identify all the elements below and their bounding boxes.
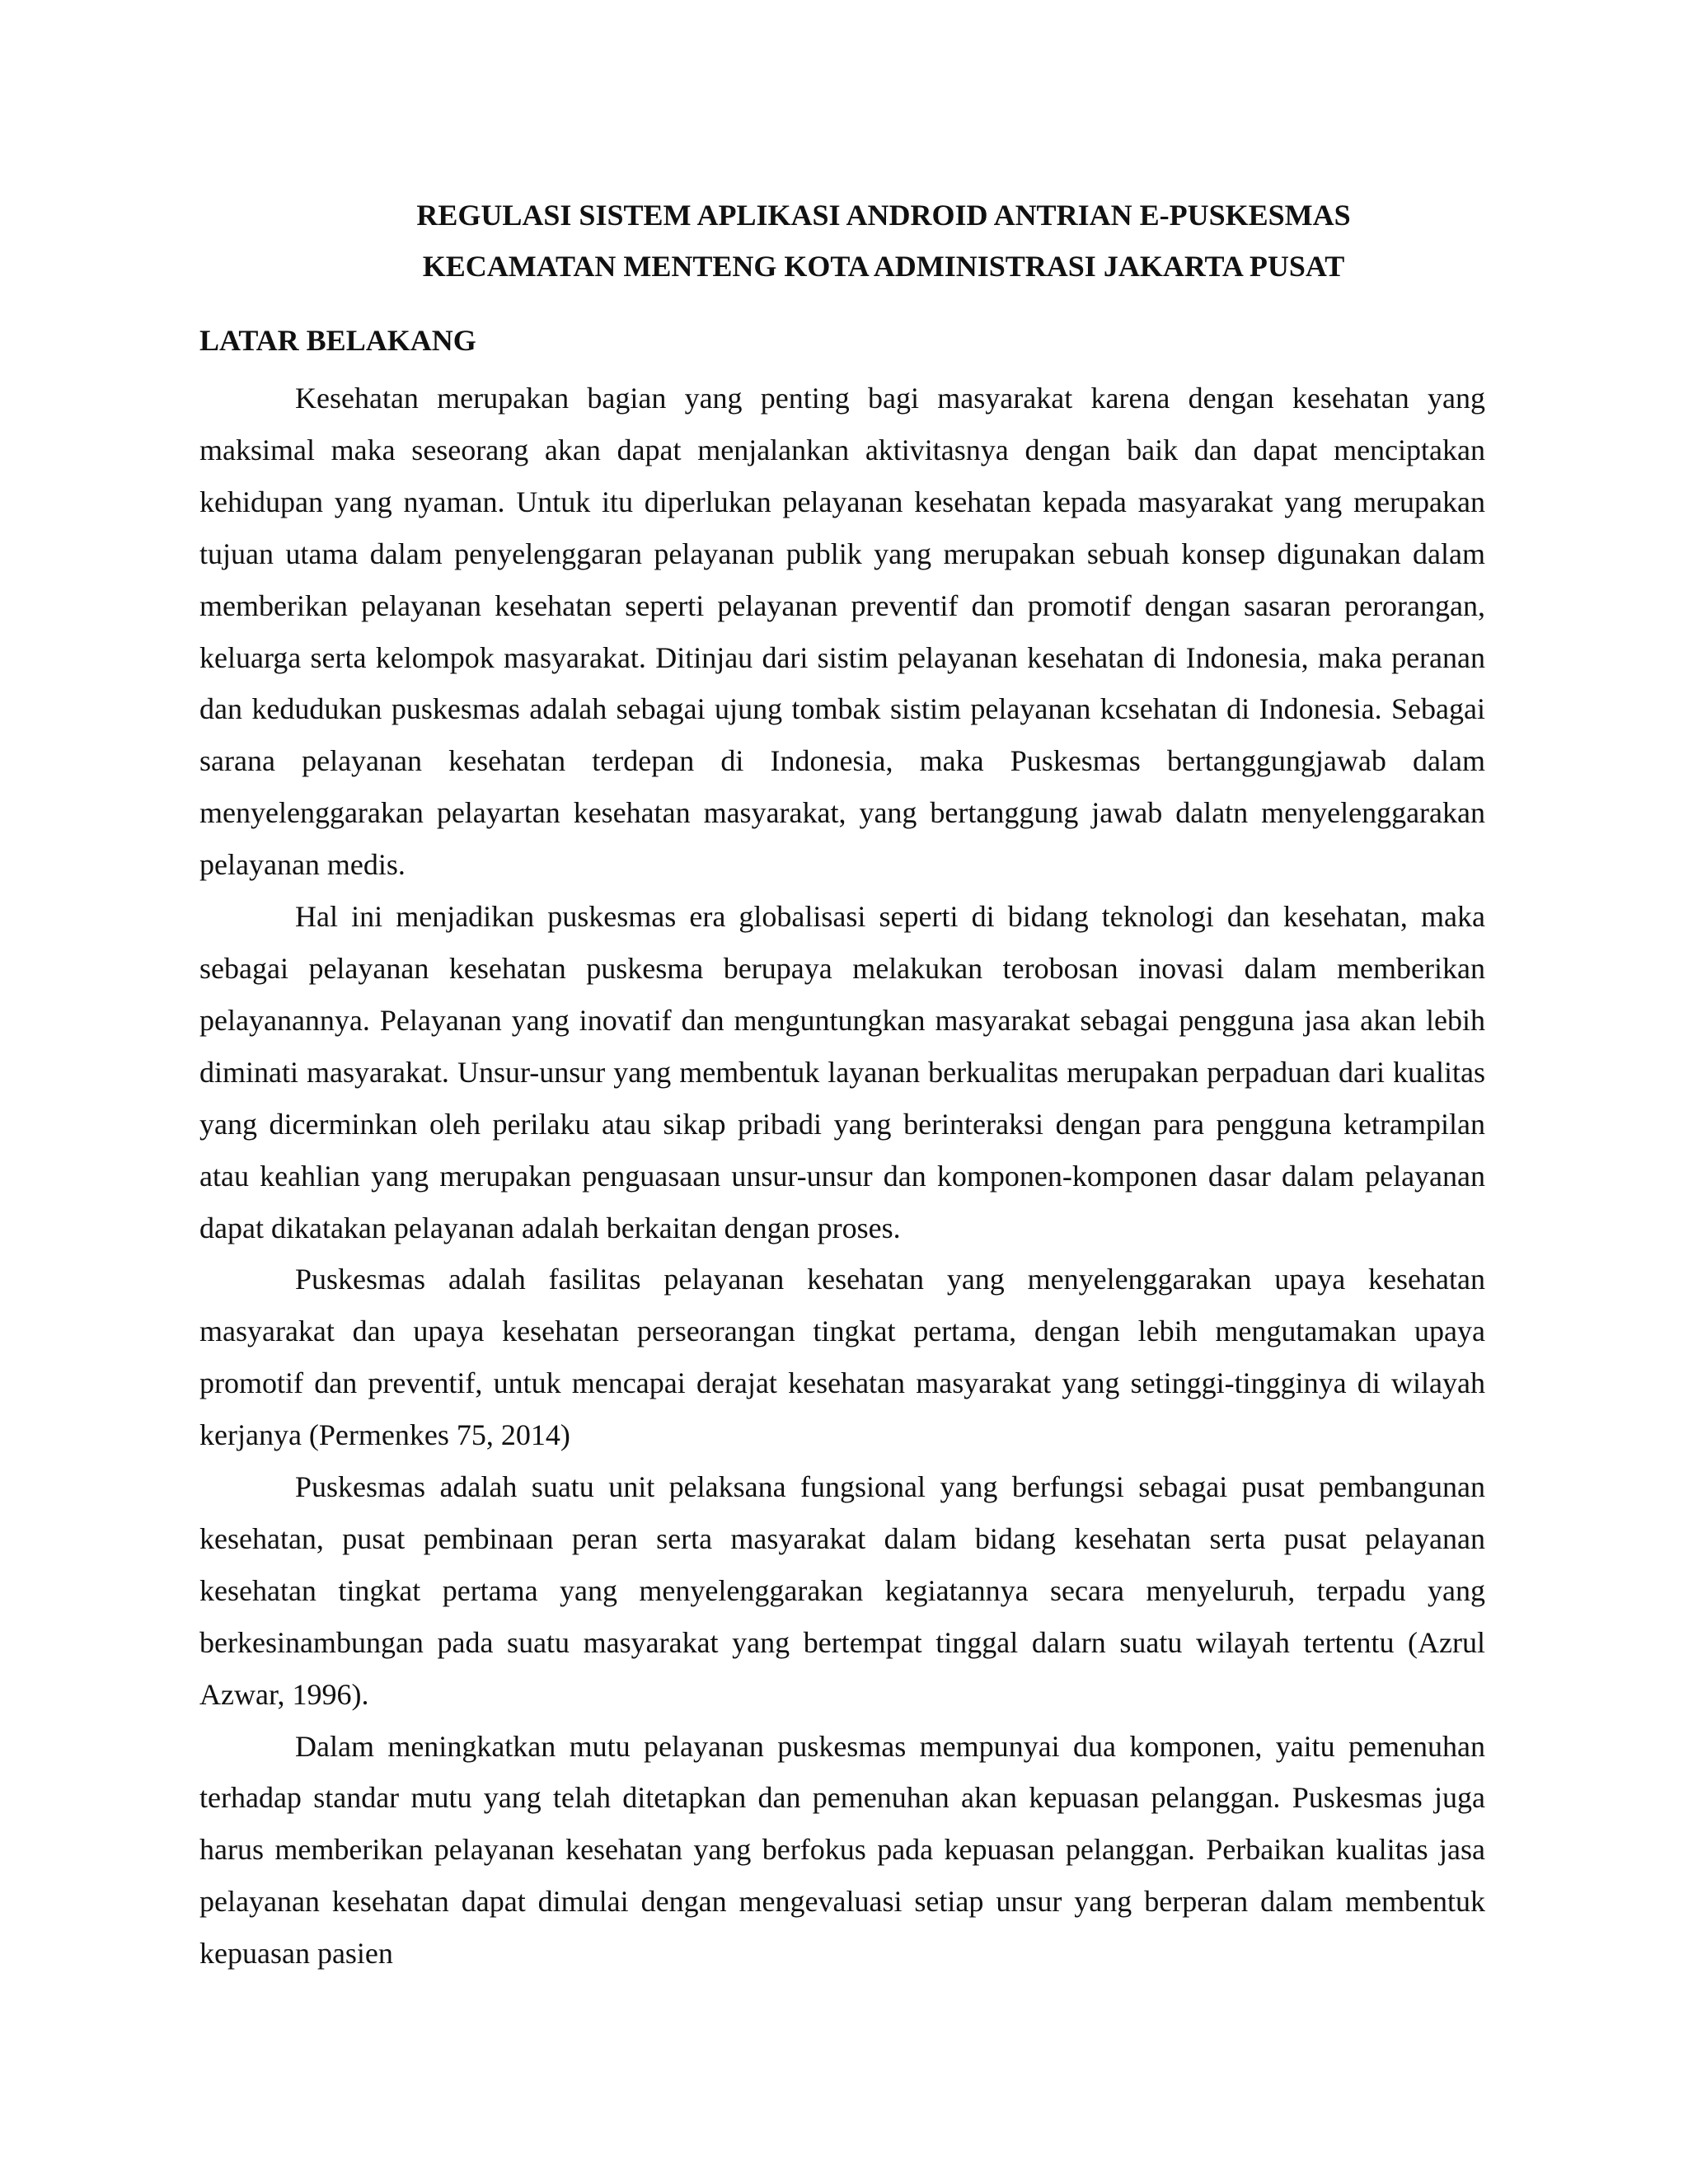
paragraph-3: Puskesmas adalah fasilitas pelayanan kesehatan yang menyelenggarakan upaya kesehatan masyarakat dan upaya kesehatan perseorangan tingkat pertama, dengan lebih mengutamakan upaya promotif dan preventif, untuk mencapai derajat kesehatan masyarakat yang setinggi-tingginya di wilayah kerjanya (Permenkes 75, 2014) bbox=[199, 1263, 1485, 1452]
paragraph-2: Hal ini menjadikan puskesmas era globalisasi seperti di bidang teknologi dan kesehatan, maka sebagai pelayanan kesehatan puskesma berupaya melakukan terobosan inovasi dalam memberikan pelayanannya. Pelayanan yang inovatif dan menguntungkan masyarakat sebagai pengguna jasa akan lebih diminati masyarakat. Unsur-unsur yang membentuk layanan berkualitas merupakan perpaduan dari kualitas yang dicerminkan oleh perilaku atau sikap pribadi yang berinteraksi dengan para pengguna ketrampilan atau keahlian yang merupakan penguasaan unsur-unsur dan komponen-komponen dasar dalam pelayanan dapat dikatakan pelayanan adalah berkaitan dengan proses. bbox=[199, 900, 1485, 1244]
document-title-line-2: KECAMATAN MENTENG KOTA ADMINISTRASI JAKARTA PUSAT bbox=[422, 250, 1345, 283]
section-heading: LATAR BELAKANG bbox=[199, 324, 476, 357]
document-title-line-1: REGULASI SISTEM APLIKASI ANDROID ANTRIAN E-PUSKESMAS bbox=[416, 199, 1351, 232]
document-title bbox=[199, 190, 1485, 292]
body-text bbox=[199, 373, 1485, 1980]
paragraph-1: Kesehatan merupakan bagian yang penting bagi masyarakat karena dengan kesehatan yang maksimal maka seseorang akan dapat menjalankan aktivitasnya dengan baik dan dapat menciptakan kehidupan yang nyaman. Untuk itu diperlukan pelayanan kesehatan kepada masyarakat yang merupakan tujuan utama dalam penyelenggaran pelayanan publik yang merupakan sebuah konsep digunakan dalam memberikan pelayanan kesehatan seperti pelayanan preventif dan promotif dengan sasaran perorangan, keluarga serta kelompok masyarakat. Ditinjau dari sistim pelayanan kesehatan di Indonesia, maka peranan dan kedudukan puskesmas adalah sebagai ujung tombak sistim pelayanan kcsehatan di Indonesia. Sebagai sarana pelayanan kesehatan terdepan di Indonesia, maka Puskesmas bertanggungjawab dalam menyelenggarakan pelayartan kesehatan masyarakat, yang bertanggung jawab dalatn menyelenggarakan pelayanan medis. bbox=[199, 382, 1485, 882]
paragraph-5: Dalam meningkatkan mutu pelayanan puskesmas mempunyai dua komponen, yaitu pemenuhan terhadap standar mutu yang telah ditetapkan dan pemenuhan akan kepuasan pelanggan. Puskesmas juga harus memberikan pelayanan kesehatan yang berfokus pada kepuasan pelanggan. Perbaikan kualitas jasa pelayanan kesehatan dapat dimulai dengan mengevaluasi setiap unsur yang berperan dalam membentuk kepuasan pasien bbox=[199, 1729, 1485, 1971]
paragraph-4: Puskesmas adalah suatu unit pelaksana fungsional yang berfungsi sebagai pusat pembangunan kesehatan, pusat pembinaan peran serta masyarakat dalam bidang kesehatan serta pusat pelayanan kesehatan tingkat pertama yang menyelenggarakan kegiatannya secara menyeluruh, terpadu yang berkesinambungan pada suatu masyarakat yang bertempat tinggal dalarn suatu wilayah tertentu (Azrul Azwar, 1996). bbox=[199, 1470, 1485, 1711]
